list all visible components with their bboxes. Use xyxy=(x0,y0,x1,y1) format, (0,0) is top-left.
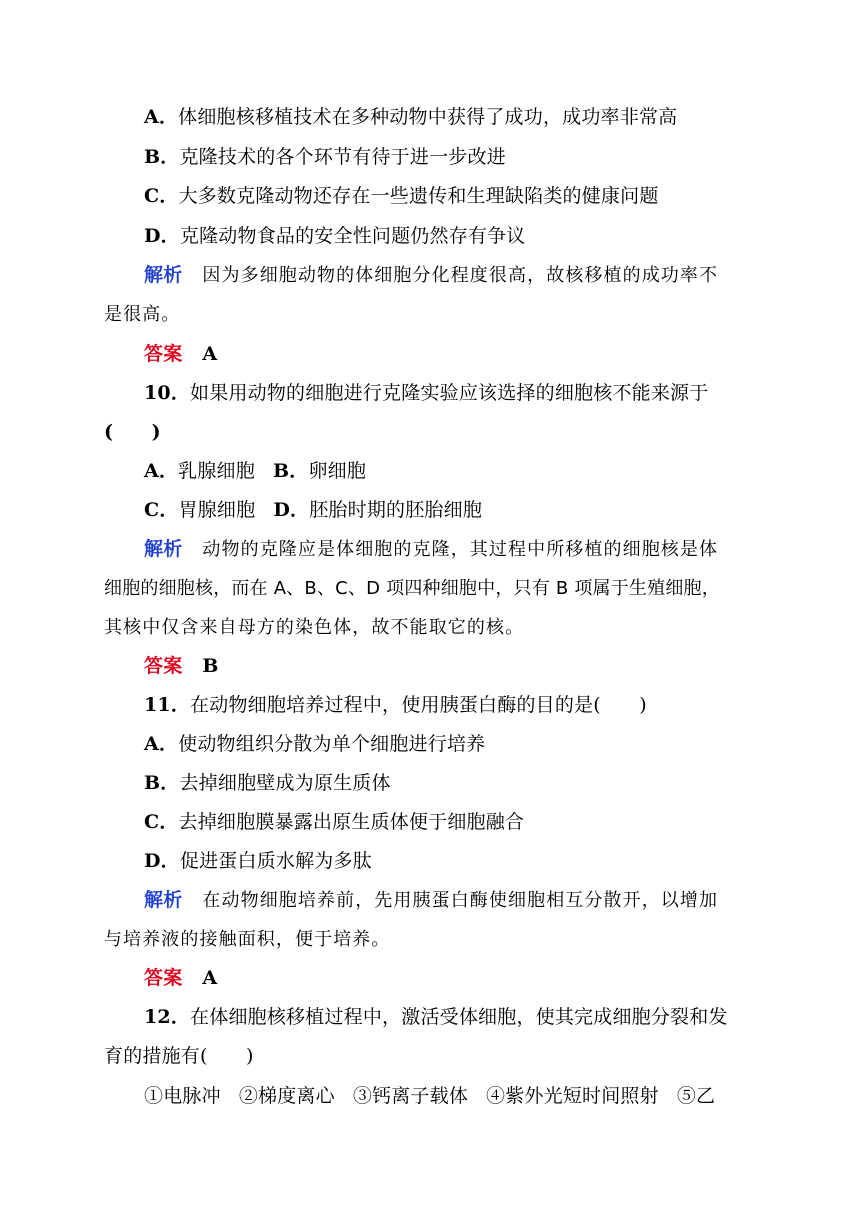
option-label: A． xyxy=(144,106,179,128)
answer-value: A xyxy=(202,343,218,365)
option-label: A． xyxy=(144,460,179,482)
option-label: B． xyxy=(144,146,180,168)
question-number: 10． xyxy=(144,382,191,404)
option-text: 卵细胞 xyxy=(308,460,367,482)
q9-answer xyxy=(144,340,756,368)
q10-explanation-line3 xyxy=(104,613,756,642)
q10-explanation-line2 xyxy=(104,574,756,603)
q11-explanation-line1 xyxy=(144,886,756,915)
q11-option-a xyxy=(144,730,756,758)
option-label: A． xyxy=(144,733,179,755)
option-label: D． xyxy=(273,499,310,521)
answer-value: B xyxy=(202,655,219,677)
answer-label: 答案 xyxy=(144,343,183,365)
list-item: ③钙离子载体 xyxy=(352,1085,469,1107)
explanation-label: 解析 xyxy=(144,889,183,911)
q10-answer xyxy=(144,652,756,680)
explanation-text: 其核中仅含来自母方的染色体，故不能取它的核。 xyxy=(104,617,525,638)
option-text: 乳腺细胞 xyxy=(178,460,255,482)
q12-stem-line1 xyxy=(144,1003,756,1031)
option-text: 促进蛋白质水解为多肽 xyxy=(179,850,372,872)
explanation-text: 与培养液的接触面积，便于培养。 xyxy=(104,929,391,950)
q9-explanation-line2 xyxy=(104,300,756,329)
list-item: ⑤乙 xyxy=(676,1085,716,1107)
question-text: 如果用动物的细胞进行克隆实验应该选择的细胞核不能来源于 xyxy=(190,382,709,404)
option-text: 使动物组织分散为单个细胞进行培养 xyxy=(178,733,486,755)
explanation-text: 细胞的细胞核，而在 A、B、C、D 项四种细胞中，只有 B 项属于生殖细胞， xyxy=(104,578,720,599)
option-label: D． xyxy=(144,850,180,872)
q9-option-b xyxy=(144,143,756,171)
explanation-label: 解析 xyxy=(144,264,183,286)
q11-option-b xyxy=(144,769,756,797)
q9-explanation-line1 xyxy=(144,261,756,290)
q9-option-c xyxy=(144,182,756,210)
q12-items xyxy=(144,1082,756,1110)
question-number: 11． xyxy=(144,694,191,716)
q10-options-row2 xyxy=(144,496,756,524)
q11-option-c xyxy=(144,808,756,836)
list-item: ②梯度离心 xyxy=(238,1085,335,1107)
q11-stem xyxy=(144,691,756,719)
option-label: C． xyxy=(144,499,179,521)
explanation-text: 动物的克隆应是体细胞的克隆，其过程中所移植的细胞核是体 xyxy=(202,539,719,560)
explanation-label: 解析 xyxy=(144,538,183,560)
option-text: 胚胎时期的胚胎细胞 xyxy=(309,499,483,521)
option-label: B． xyxy=(144,772,180,794)
question-text: 在体细胞核移植过程中，激活受体细胞，使其完成细胞分裂和发 xyxy=(190,1006,728,1028)
q11-answer xyxy=(144,964,756,992)
q10-stem-line1 xyxy=(144,379,756,407)
option-text: 胃腺细胞 xyxy=(178,499,256,521)
explanation-text: 因为多细胞动物的体细胞分化程度很高，故核移植的成功率不 xyxy=(202,265,719,286)
answer-value: A xyxy=(202,967,218,989)
option-text: 克隆动物食品的安全性问题仍然存有争议 xyxy=(179,225,526,247)
question-text: 在动物细胞培养过程中，使用胰蛋白酶的目的是( ) xyxy=(190,694,647,716)
list-item: ①电脉冲 xyxy=(144,1085,221,1107)
q9-option-d xyxy=(144,222,756,250)
q9-option-a xyxy=(144,103,756,131)
question-text: 育的措施有( ) xyxy=(104,1045,254,1067)
explanation-text: 是很高。 xyxy=(104,304,181,325)
option-label: C． xyxy=(144,811,179,833)
answer-label: 答案 xyxy=(144,655,183,677)
explanation-text: 在动物细胞培养前，先用胰蛋白酶使细胞相互分散开，以增加 xyxy=(202,890,719,911)
q10-explanation-line1 xyxy=(144,535,756,564)
option-text: 体细胞核移植技术在多种动物中获得了成功，成功率非常高 xyxy=(178,106,678,128)
q12-stem-line2 xyxy=(104,1042,756,1070)
q11-explanation-line2 xyxy=(104,925,756,954)
answer-label: 答案 xyxy=(144,967,183,989)
option-label: C． xyxy=(144,185,179,207)
q11-option-d xyxy=(144,847,756,875)
option-text: 大多数克隆动物还存在一些遗传和生理缺陷类的健康问题 xyxy=(178,185,659,207)
option-label: D． xyxy=(144,225,180,247)
q10-stem-line2 xyxy=(104,418,756,446)
option-text: 去掉细胞壁成为原生质体 xyxy=(179,772,391,794)
question-number: 12． xyxy=(144,1006,191,1028)
list-item: ④紫外光短时间照射 xyxy=(486,1085,659,1107)
answer-blank: ( ) xyxy=(104,421,161,443)
option-label: B． xyxy=(272,460,309,482)
option-text: 去掉细胞膜暴露出原生质体便于细胞融合 xyxy=(178,811,525,833)
q10-options-row1 xyxy=(144,457,756,485)
option-text: 克隆技术的各个环节有待于进一步改进 xyxy=(179,146,506,168)
